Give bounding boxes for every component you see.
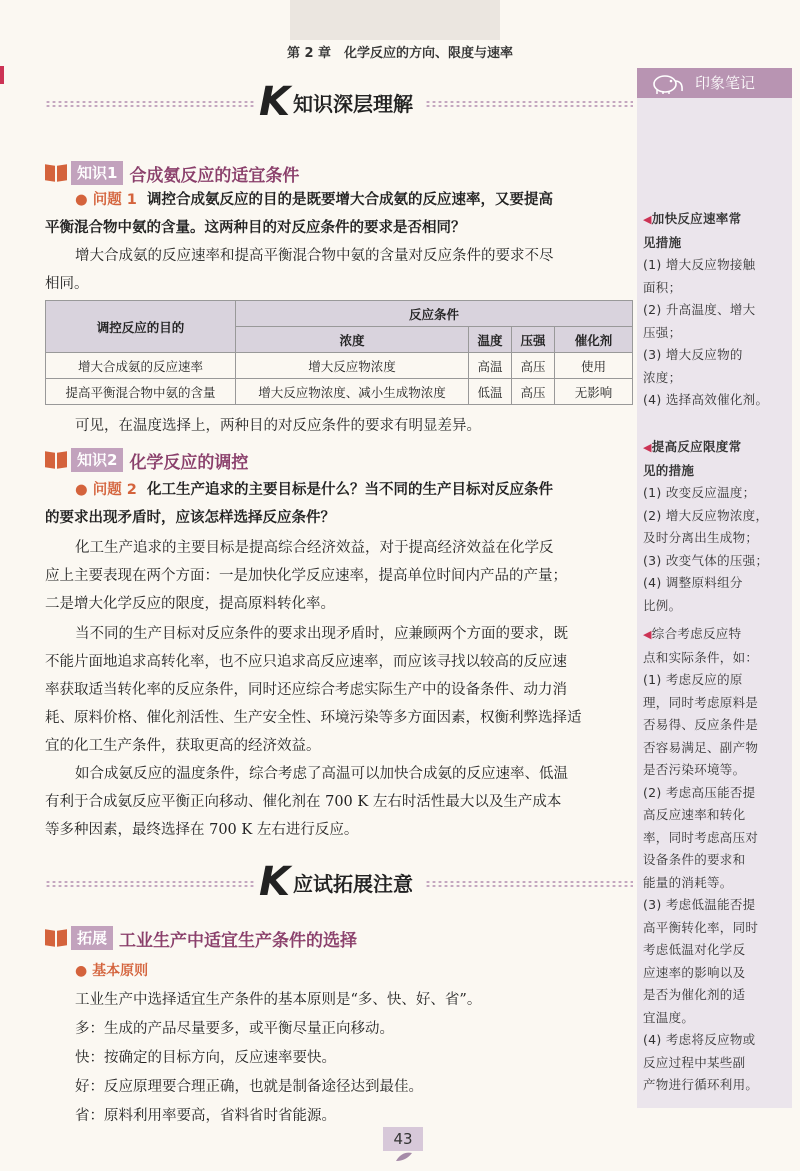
bullet-icon: ● <box>75 963 88 979</box>
book-icon <box>45 928 69 948</box>
note-item: (1) 改变反应温度； <box>643 485 756 500</box>
header-band <box>290 0 500 40</box>
note-title: 点和实际条件，如： <box>643 649 759 665</box>
table-cell: 高压 <box>512 379 555 405</box>
question-2 <box>45 476 633 504</box>
principle-hao: 好：反应原理要合理正确，也就是制备途径达到最佳。 <box>75 1079 423 1095</box>
table-header: 调控反应的目的 <box>46 301 236 353</box>
knowledge-title: 化学反应的调控 <box>129 452 249 473</box>
question-label: 问题 1 <box>92 192 137 208</box>
note-block-speed <box>643 208 788 412</box>
chapter-header: 第 2 章 化学反应的方向、限度与速率 <box>286 46 514 61</box>
note-item: (3) 改变气体的压强； <box>643 552 769 568</box>
basic-principle-label <box>75 960 148 980</box>
note-item: (2) 考虑高压能否提 <box>643 784 756 800</box>
note-item: (4) 考虑将反应物或 <box>643 1032 756 1047</box>
section-title: 应试拓展注意 <box>293 872 413 896</box>
note-item: 浓度； <box>643 369 682 385</box>
note-item: 应速率的影响以及 <box>643 964 746 980</box>
note-item: 否容易满足、副产物 <box>643 739 759 755</box>
question-label: 问题 2 <box>92 482 137 498</box>
table-cell: 增大合成氨的反应速率 <box>46 353 236 379</box>
subheading-text: 基本原则 <box>92 963 149 979</box>
note-item: 理，同时考虑原料是 <box>643 694 759 710</box>
table-subheader: 催化剂 <box>555 327 633 353</box>
notes-sidebar <box>637 68 792 1108</box>
paragraph-line: 如合成氨反应的温度条件，综合考虑了高温可以加快合成氨的反应速率、低温 <box>75 766 568 782</box>
triangle-icon: ◀ <box>643 628 652 641</box>
answer-1-line: 相同。 <box>45 276 89 292</box>
note-title: 提高反应限度常 <box>651 439 742 454</box>
book-icon <box>45 163 69 183</box>
book-icon <box>45 450 69 470</box>
table-row <box>46 353 633 379</box>
note-item: 产物进行循环利用。 <box>643 1077 759 1092</box>
section-header-exam <box>45 860 633 904</box>
note-item: 考虑低温对化学反 <box>643 942 746 957</box>
principle-duo: 多：生成的产品尽量要多，或平衡尽量正向移动。 <box>75 1021 394 1037</box>
section-header-knowledge <box>45 80 633 124</box>
paragraph-line: 化工生产追求的主要目标是提高综合经济效益，对于提高经济效益在化学反 <box>75 540 554 556</box>
knowledge-heading-2 <box>45 447 248 473</box>
question-1-cont: 平衡混合物中氨的含量。这两种目的对反应条件的要求是否相同？ <box>45 219 466 236</box>
note-item: 设备条件的要求和 <box>643 852 746 867</box>
table-cell: 增大反应物浓度、减小生成物浓度 <box>236 379 469 405</box>
note-item: 面积； <box>643 279 682 295</box>
note-item: 压强； <box>643 324 682 340</box>
note-title: 加快反应速率常 <box>651 211 742 226</box>
paragraph-line: 宜的化工生产条件，获取更高的经济效益。 <box>45 738 321 754</box>
table-subheader: 浓度 <box>236 327 469 353</box>
sidebar-header <box>637 68 792 98</box>
question-text: 化工生产追求的主要目标是什么？当不同的生产目标对反应条件 <box>146 481 553 498</box>
paragraph-line: 耗、原料价格、催化剂活性、生产安全性、环境污染等多方面因素，权衡利弊选择适 <box>45 710 582 726</box>
table-cell: 高压 <box>512 353 555 379</box>
triangle-icon: ◀ <box>643 441 652 454</box>
knowledge-heading-1 <box>45 160 299 186</box>
table-cell: 高温 <box>469 353 512 379</box>
note-item: 率，同时考虑高压对 <box>643 829 759 845</box>
knowledge-badge: 知识1 <box>71 161 123 185</box>
table-conclusion: 可见，在温度选择上，两种目的对反应条件的要求有明显差异。 <box>75 418 481 434</box>
leaf-icon <box>394 1151 414 1163</box>
principle-sheng: 省：原料利用率要高，省料省时省能源。 <box>75 1108 336 1124</box>
extension-title: 工业生产中适宜生产条件的选择 <box>119 930 358 951</box>
section-title: 知识深层理解 <box>293 92 413 116</box>
paragraph-line: 等多种因素，最终选择在 700 K 左右进行反应。 <box>45 822 359 838</box>
note-item: 比例。 <box>643 597 682 613</box>
sidebar-title: 印象笔记 <box>695 74 756 92</box>
note-item: 能量的消耗等。 <box>643 874 733 890</box>
page-number: 43 <box>383 1127 423 1151</box>
note-item: (3) 考虑低温能否提 <box>643 897 756 912</box>
table-row <box>46 379 633 405</box>
note-item: 否易得、反应条件是 <box>643 717 759 732</box>
dotted-rule-right <box>425 100 633 108</box>
k-logo: K <box>259 79 290 125</box>
dotted-rule-left <box>45 100 255 108</box>
knowledge-badge: 知识2 <box>71 448 123 472</box>
table-cell: 提高平衡混合物中氨的含量 <box>46 379 236 405</box>
question-text: 调控合成氨反应的目的是既要增大合成氨的反应速率，又要提高 <box>146 191 553 208</box>
table-subheader: 温度 <box>469 327 512 353</box>
k-logo: K <box>259 859 290 905</box>
note-title: 综合考虑反应特 <box>651 626 742 641</box>
note-item: 及时分离出生成物； <box>643 530 759 545</box>
note-block-comprehensive <box>643 623 788 1097</box>
note-item: (1) 增大反应物接触 <box>643 257 756 272</box>
paragraph-line: 二是增大化学反应的限度，提高原料转化率。 <box>45 596 335 612</box>
note-item: 是否污染环境等。 <box>643 762 746 777</box>
note-item: 宜温度。 <box>643 1009 695 1025</box>
note-title: 见措施 <box>643 234 682 250</box>
note-item: (3) 增大反应物的 <box>643 347 743 362</box>
elephant-icon <box>647 71 689 95</box>
note-item: 高反应速率和转化 <box>643 807 746 822</box>
extension-badge: 拓展 <box>71 926 113 950</box>
paragraph-line: 应上主要表现在两个方面：一是加快化学反应速率，提高单位时间内产品的产量； <box>45 568 567 584</box>
note-item: (2) 升高温度、增大 <box>643 302 756 317</box>
dotted-rule-right <box>425 880 633 888</box>
question-2-cont: 的要求出现矛盾时，应该怎样选择反应条件？ <box>45 509 335 526</box>
note-item: (2) 增大反应物浓度， <box>643 507 769 523</box>
table-cell: 低温 <box>469 379 512 405</box>
note-title: 见的措施 <box>643 462 695 478</box>
triangle-icon: ◀ <box>643 213 652 226</box>
principle-kuai: 快：按确定的目标方向，反应速率要快。 <box>75 1050 336 1066</box>
table-header: 反应条件 <box>236 301 633 327</box>
paragraph-line: 当不同的生产目标对反应条件的要求出现矛盾时，应兼顾两个方面的要求，既 <box>75 626 568 642</box>
note-item: 高平衡转化率，同时 <box>643 919 759 935</box>
principle-intro: 工业生产中选择适宜生产条件的基本原则是“多、快、好、省”。 <box>75 992 482 1008</box>
paragraph-line: 率获取适当转化率的反应条件，同时还应综合考虑实际生产中的设备条件、动力消 <box>45 682 567 698</box>
note-item: (1) 考虑反应的原 <box>643 672 743 687</box>
note-item: (4) 选择高效催化剂。 <box>643 392 769 407</box>
knowledge-title: 合成氨反应的适宜条件 <box>129 165 300 186</box>
paragraph-line: 不能片面地追求高转化率，也不应只追求高反应速率，而应该寻找以较高的反应速 <box>45 654 567 670</box>
paragraph-line: 有利于合成氨反应平衡正向移动、催化剂在 700 K 左右时活性最大以及生产成本 <box>45 794 562 810</box>
note-item: 反应过程中某些副 <box>643 1054 746 1070</box>
table-cell: 增大反应物浓度 <box>236 353 469 379</box>
table-subheader: 压强 <box>512 327 555 353</box>
extension-heading <box>45 925 357 951</box>
conditions-table <box>45 300 633 405</box>
dotted-rule-left <box>45 880 255 888</box>
table-cell: 使用 <box>555 353 633 379</box>
table-cell: 无影响 <box>555 379 633 405</box>
note-block-limit <box>643 436 788 617</box>
bullet-icon: ● <box>75 481 88 498</box>
note-item: 是否为催化剂的适 <box>643 987 746 1002</box>
answer-1-line: 增大合成氨的反应速率和提高平衡混合物中氨的含量对反应条件的要求不尽 <box>75 248 554 264</box>
note-item: (4) 调整原料组分 <box>643 575 743 590</box>
edge-mark <box>0 66 4 84</box>
question-1 <box>45 186 633 214</box>
bullet-icon: ● <box>75 191 88 208</box>
